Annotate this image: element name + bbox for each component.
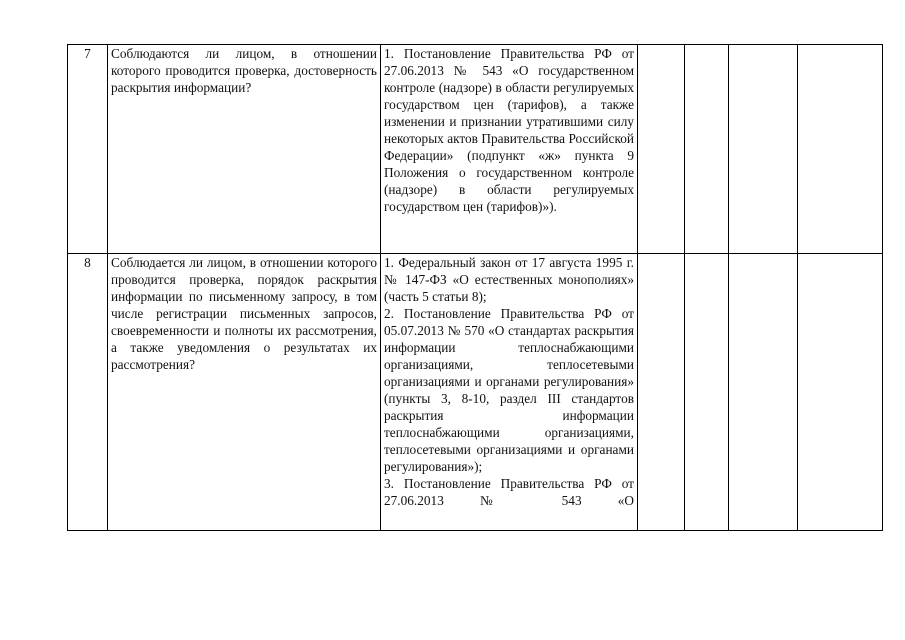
answer-yes-cell [638, 45, 685, 254]
not-applicable-cell [729, 45, 798, 254]
row-number: 7 [68, 45, 108, 254]
legal-basis-cell [381, 254, 638, 531]
answer-no-cell [685, 45, 729, 254]
notes-cell [798, 45, 883, 254]
checklist-table [67, 44, 883, 531]
legal-basis-item: 2. Постановление Правительства РФ от 05.07.2013 № 570 «О стандартах раскрытия информации теплоснабжающими организациями, теплосетевыми организациями и органами регулирования» (пункты 3, 8-10, раздел III стандартов раскрытия информации теплоснабжающими организациями, теплосетевыми организациями и органами регулирования»); [384, 306, 634, 474]
notes-cell [798, 254, 883, 531]
question-cell: Соблюдается ли лицом, в отношении которого проводится проверка, порядок раскрытия информации по письменному запросу, в том числе регистрации письменных запросов, своевременности и полноты их рассмотрения, а также уведомления о результатах их рассмотрения? [108, 254, 381, 531]
table-row [68, 254, 883, 531]
not-applicable-cell [729, 254, 798, 531]
row-number: 8 [68, 254, 108, 531]
legal-basis-item: 1. Постановление Правительства РФ от 27.06.2013 № 543 «О государственном контроле (надзоре) в области регулируемых государством цен (тарифов), а также изменении и признании утратившими силу некоторых актов Правительства Российской Федерации» (подпункт «ж» пункта 9 Положения о государственном контроле (надзоре) в области регулируемых государством цен (тарифов)»). [384, 46, 634, 214]
question-cell: Соблюдаются ли лицом, в отношении которого проводится проверка, достоверность раскрытия информации? [108, 45, 381, 254]
answer-no-cell [685, 254, 729, 531]
table-row [68, 45, 883, 254]
answer-yes-cell [638, 254, 685, 531]
legal-basis-item: 1. Федеральный закон от 17 августа 1995 г. № 147-ФЗ «О естественных монополиях» (часть 5 статьи 8); [384, 255, 634, 304]
legal-basis-cell [381, 45, 638, 254]
legal-basis-item: 3. Постановление Правительства РФ от 27.06.2013 № 543 «О [384, 476, 634, 508]
